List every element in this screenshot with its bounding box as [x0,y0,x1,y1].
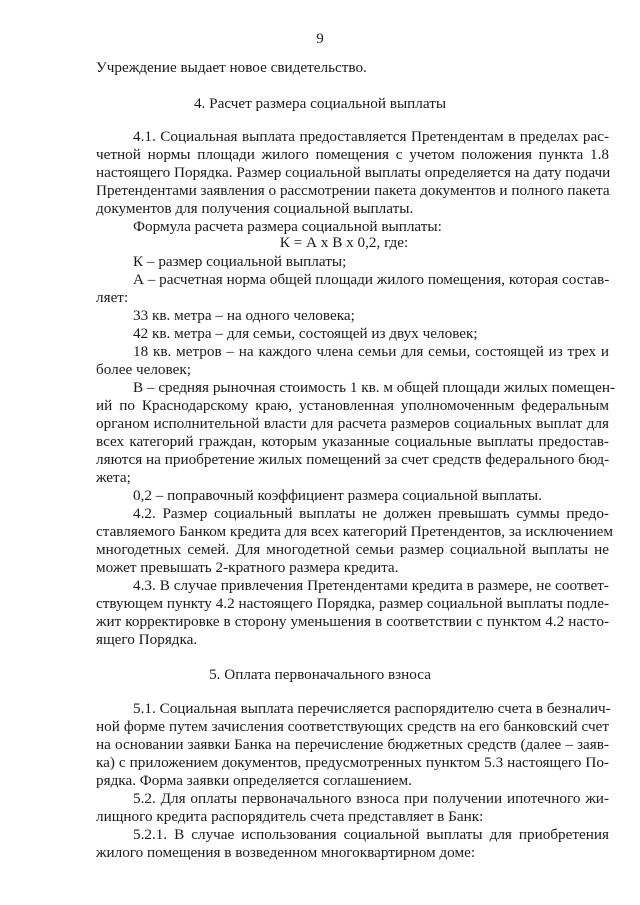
text-line: ствующем пункту 4.2 настоящего Порядка, размер социальной выплаты подле- [96,595,609,612]
section-heading: 5. Оплата первоначального взноса [209,666,431,683]
text-line: ставляемого Банком кредита для всех категорий Претендентов, за исключением [96,523,613,540]
text-line: А – расчетная норма общей площади жилого помещения, которая состав- [133,271,610,288]
text-line: жит корректировке в сторону уменьшения в соответствии с пунктом 4.2 насто- [96,613,609,630]
formula-line: К = А х В х 0,2, где: [279,234,409,251]
text-line: Учреждение выдает новое свидетельство. [96,59,367,76]
text-line: настоящего Порядка. Размер социальной выплаты определяется на дату подачи [96,164,611,181]
text-line: 33 кв. метра – на одного человека; [133,307,355,324]
text-line: органом исполнительной власти для расчета размеров социальных выплат для [96,415,609,432]
text-line: 4.1. Социальная выплата предоставляется Претендентам в пределах рас- [133,128,609,145]
text-line: 5.1. Социальная выплата перечисляется распорядителю счета в безналич- [133,700,611,717]
text-line: ляет: [96,289,129,306]
text-line: В – средняя рыночная стоимость 1 кв. м общей площади жилых помещен- [133,379,616,396]
text-line: 4.3. В случае привлечения Претендентами кредита в размере, не соответ- [133,577,609,594]
text-line: лищного кредита распорядитель счета представляет в Банк: [96,808,484,825]
text-line: 42 кв. метра – для семьи, состоящей из двух человек; [133,325,478,342]
text-line: более человек; [96,361,191,378]
text-line: рядка. Форма заявки определяется соглашением. [96,772,412,789]
text-line: Формула расчета размера социальной выплаты: [133,218,442,235]
text-line: может превышать 2-кратного размера кредита. [96,559,399,576]
text-line: документов для получения социальной выплаты. [96,200,414,217]
text-line: 5.2. Для оплаты первоначального взноса при получении ипотечного жи- [133,790,609,807]
text-line: ка) с приложением документов, предусмотренных пунктом 5.3 настоящего По- [96,754,609,771]
text-line: жета; [96,469,131,486]
text-line: многодетных семей. Для многодетной семьи размер социальной выплаты не [96,541,609,558]
text-line: ящего Порядка. [96,631,198,648]
text-line: 0,2 – поправочный коэффициент размера социальной выплаты. [133,487,542,504]
page-number: 9 [316,31,324,47]
text-line: 5.2.1. В случае использования социальной выплаты для приобретения [133,826,609,843]
text-line: жилого помещения в возведенном многоквартирном доме: [96,844,476,861]
text-line: 18 кв. метров – на каждого члена семьи для семьи, состоящей из трех и [133,343,609,360]
text-line: ной форме путем зачисления соответствующих средств на его банковский счет [96,718,609,735]
text-line: 4.2. Размер социальный выплаты не должен превышать суммы предо- [133,505,609,522]
text-line: четной нормы площади жилого помещения с учетом положения пункта 1.8 [96,146,609,163]
text-line: Претендентами заявления о рассмотрении пакета документов и полного пакета [96,182,610,199]
text-line: всех категорий граждан, которым указанные социальные выплаты предостав- [96,433,609,450]
text-line: на основании заявки Банка на перечисление бюджетных средств (далее – заяв- [96,736,609,753]
text-line: ий по Краснодарскому краю, установленная уполномоченным федеральным [96,397,609,414]
section-heading: 4. Расчет размера социальной выплаты [193,95,447,112]
text-line: К – размер социальной выплаты; [133,253,347,270]
text-line: ляются на приобретение жилых помещений за счет средств федерального бюд- [96,451,610,468]
